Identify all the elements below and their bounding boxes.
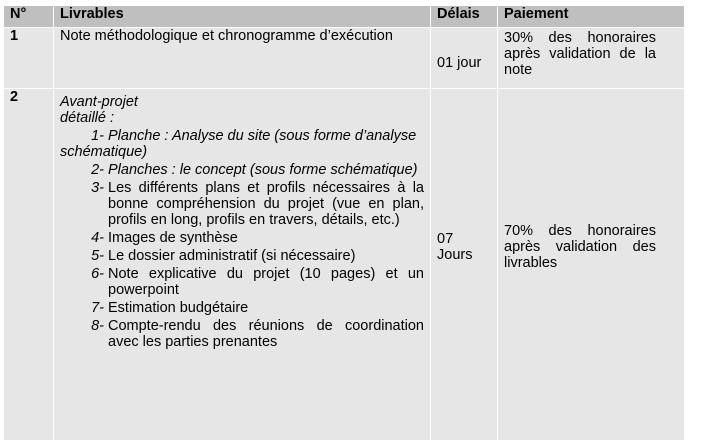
livrable-text: Note méthodologique et chronogramme d’exécution bbox=[60, 28, 393, 44]
paiement-text: 30% des honoraires après validation de la note bbox=[504, 30, 656, 78]
section-title bbox=[60, 89, 424, 126]
livrable-cell bbox=[54, 28, 431, 89]
list-item-text: Le dossier administratif (si nécessaire) bbox=[108, 248, 356, 264]
livrables-list bbox=[60, 128, 424, 350]
list-item-text: Planches : le concept (sous forme schématique) bbox=[108, 162, 418, 178]
list-item-number: 3- bbox=[91, 180, 104, 196]
delai-cell bbox=[431, 28, 498, 89]
list-item-text: Compte-rendu des réunions de coordination avec les parties prenantes bbox=[108, 318, 424, 350]
delai-text: 01 jour bbox=[437, 55, 482, 71]
section-title-line: détaillé : bbox=[60, 110, 115, 126]
list-item-number: 7- bbox=[91, 300, 104, 316]
section-title-line: Avant-projet bbox=[60, 94, 138, 110]
list-item-number: 1- bbox=[91, 128, 104, 144]
delai-unit: Jours bbox=[437, 247, 473, 263]
list-item-text: Estimation budgétaire bbox=[108, 300, 249, 316]
list-item bbox=[60, 230, 424, 246]
list-item-continuation: schématique) bbox=[60, 144, 148, 160]
paiement-text: 70% des honoraires après validation des livrables bbox=[504, 223, 656, 271]
list-item-number: 2- bbox=[91, 162, 104, 178]
list-item bbox=[60, 300, 424, 316]
list-item bbox=[60, 266, 424, 298]
list-item bbox=[60, 318, 424, 350]
header-num: N° bbox=[4, 6, 54, 28]
list-item-text: Planche : Analyse du site (sous forme d’analyse bbox=[108, 128, 417, 144]
header-livrables: Livrables bbox=[54, 6, 431, 28]
row-number: 1 bbox=[4, 28, 54, 89]
paiement-cell bbox=[498, 89, 685, 441]
list-item-number: 5- bbox=[91, 248, 104, 264]
livrable-cell bbox=[54, 89, 431, 441]
deliverables-table bbox=[3, 5, 685, 441]
paiement-cell bbox=[498, 28, 685, 89]
list-item-number: 8- bbox=[91, 318, 104, 334]
list-item-number: 4- bbox=[91, 230, 104, 246]
list-item-text: Note explicative du projet (10 pages) et un powerpoint bbox=[108, 266, 424, 298]
delai-value: 07 bbox=[437, 231, 454, 247]
table-header-row bbox=[4, 6, 685, 28]
list-item bbox=[60, 128, 424, 160]
list-item bbox=[60, 162, 424, 178]
list-item-text: Les différents plans et profils nécessaires à la bonne compréhension du projet (vue en plan, profils en long, profils en travers, détails, etc.) bbox=[108, 180, 424, 228]
table-row bbox=[4, 89, 685, 441]
list-item bbox=[60, 180, 424, 228]
list-item-text: Images de synthèse bbox=[108, 230, 238, 246]
delai-cell bbox=[431, 89, 498, 441]
table-row bbox=[4, 28, 685, 89]
list-item-number: 6- bbox=[91, 266, 104, 282]
header-paiement: Paiement bbox=[498, 6, 685, 28]
header-delais: Délais bbox=[431, 6, 498, 28]
row-number: 2 bbox=[4, 89, 54, 441]
list-item bbox=[60, 248, 424, 264]
